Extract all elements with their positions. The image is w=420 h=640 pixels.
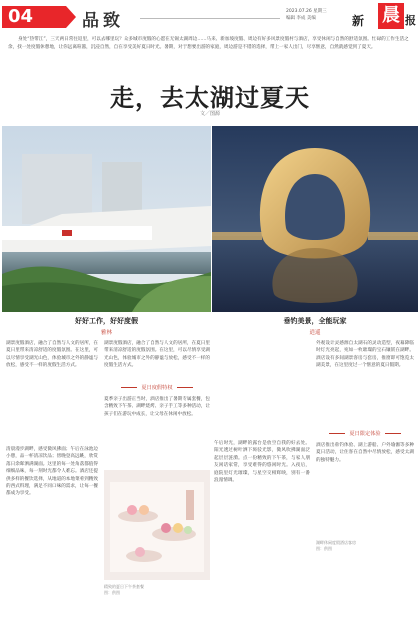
- issue-meta: [286, 8, 327, 22]
- right-thumb-caption: 湖畔休闲度假酒店客房 图：供图: [316, 540, 356, 551]
- left-thumb-caption: 精致的夏日下午茶套餐 图：供图: [104, 584, 144, 595]
- section-title: 品致: [82, 11, 124, 31]
- right-center-text: 午后时光，湖畔的露台是放空自我的好去处。阳光透过树叶洒下斑驳光影，微风吹拂湖面泛起层层涟漪。点一份精致的下午茶，与家人朋友闲话家常，享受难得的悠闲时光。入夜后，庭院里灯光璀璨，与星空交相辉映，别有一番浪漫情调。: [214, 441, 310, 484]
- right-caption-title: 垂钓美景，全能玩家: [283, 317, 347, 325]
- page-header: [0, 0, 420, 34]
- right-column-text-b: 酒店推出垂钓体验、湖上游船、户外瑜伽等多种夏日活动，让住客在自然中尽情放松，感受太湖的独特魅力。: [316, 443, 414, 463]
- left-center-text-b: 夏季亲子出游正当时，酒店推出了暑期专属套餐，包含精致下午茶、湖畔烧烤、亲子手工等多种活动，让孩子们在游玩中成长，让父母在休闲中放松。: [104, 397, 210, 417]
- left-photo-caption: [2, 316, 211, 336]
- intro-paragraph: 身处“热带江”，三天两日常往返里，可以去哪里玩？众多城市度假的心愿在无锡太湖周边……马来、新加坡度假、周边有好多风景度假村与酒店，享受休闲与自然的舒适氛围。忙碌的工作生活之余，找一处度假休憩地，让你远离喧嚣，沉浸自然，自在享受美好夏日时光。暑期，对于想要出游的家庭，周边游是不错的选择，带上一家人出门，尽享惬意，自然就感觉到了夏天。: [8, 37, 409, 50]
- afternoon-tea-photo: [104, 470, 210, 580]
- page-number-badge: 04: [2, 6, 66, 28]
- logo-mark: 晨: [378, 3, 404, 29]
- right-photo-caption: [212, 316, 418, 336]
- left-column-text-a: 湖景度假酒店，融合了自然与人文的居所，在夏日里带来清凉舒适的度假氛围。在这里，可以尽情享受湖光山色，体验城市之外的静谧与放松，感受不一样的度假生活方式。: [6, 341, 98, 369]
- hotel-exterior-photo: [2, 126, 211, 312]
- ring-building-night-photo: [212, 126, 418, 312]
- left-caption-sub: 雅林: [100, 330, 112, 336]
- left-center-text-a: 湖景度假酒店，融合了自然与人文的居所，在夏日里带来清凉舒适的度假氛围。在这里，可以尽情享受湖光山色，体验城市之外的静谧与放松，感受不一样的度假生活方式。: [104, 341, 210, 369]
- right-sub-heading: 夏日限定体验: [316, 430, 414, 437]
- logo-left-char: 新: [352, 14, 365, 28]
- right-column-text-a: 外观设计灵感源自太湖石的灵动造型，夜幕降临时灯光亮起，宛如一枚璀璨的宝石镶嵌在湖畔。酒店设有多间湖景客房与套房，推窗即可饱览太湖美景，在这里度过一个惬意的夏日假期。: [316, 341, 414, 369]
- issue-date: 2023.07.26 星期三: [286, 9, 327, 14]
- article-title: 走，去太湖过夏天: [110, 83, 310, 112]
- issue-editors: 编辑 李成 美编: [286, 16, 316, 21]
- logo-right-char: 报: [405, 14, 416, 27]
- left-sub-heading: 夏日度假特权: [104, 384, 210, 391]
- left-column-text-b: 清晨漫步湖畔，感受微风拂面；午后在泳池边小憩，品一杯清凉饮品；傍晚登高远眺，欣赏落日余晖洒满湖面。这里的每一处角落都值得细细品味，每一刻时光都令人难忘。酒店还提供多样的餐饮选择，从地道的本地菜肴到精致的西式料理，满足不同口味的需求，让每一餐都成为享受。: [6, 447, 98, 497]
- newspaper-logo: [352, 3, 416, 31]
- left-caption-title: 好好工作，好好度假: [75, 317, 138, 325]
- header-divider: [140, 18, 280, 19]
- article-byline: 文／图源: [199, 111, 220, 117]
- right-caption-sub: 逍遥: [309, 330, 321, 336]
